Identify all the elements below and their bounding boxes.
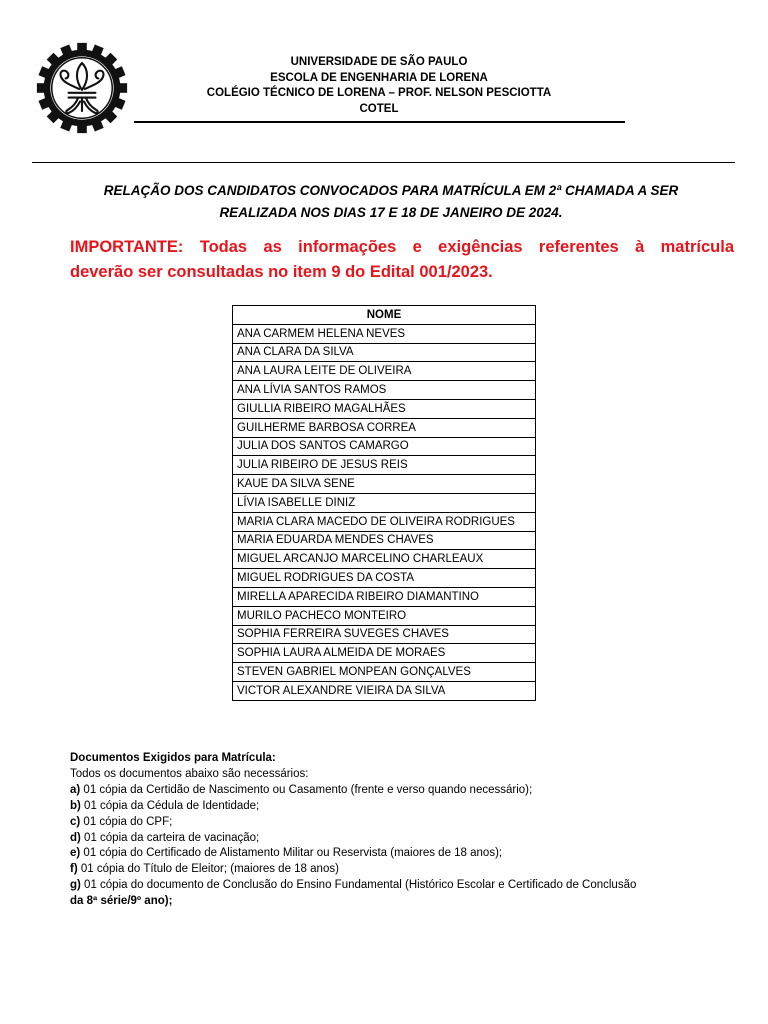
item-letter: a) [70,783,81,796]
candidate-name: STEVEN GABRIEL MONPEAN GONÇALVES [233,663,536,682]
university-name: UNIVERSIDADE DE SÃO PAULO [290,56,468,68]
documents-list [70,783,730,894]
column-header-nome: NOME [233,306,536,325]
table-row [233,399,536,418]
table-row [233,644,536,663]
candidate-name: VICTOR ALEXANDRE VIEIRA DA SILVA [233,681,536,700]
documents-title: Documentos Exigidos para Matrícula: [70,752,276,764]
important-line-1: IMPORTANTE: Todas as informações e exigências referentes à matrícula [70,238,734,256]
important-notice [70,235,734,285]
candidate-name: SOPHIA LAURA ALMEIDA DE MORAES [233,644,536,663]
candidate-name: JULIA RIBEIRO DE JESUS REIS [233,456,536,475]
college-name: COLÉGIO TÉCNICO DE LORENA – PROF. NELSON PESCIOTTA [206,87,552,99]
candidate-name: MARIA CLARA MACEDO DE OLIVEIRA RODRIGUES [233,512,536,531]
table-row [233,343,536,362]
item-text: 01 cópia da carteira de vacinação; [80,831,260,844]
table-row [233,606,536,625]
candidate-name: KAUE DA SILVA SENE [233,475,536,494]
candidate-name: MIGUEL ARCANJO MARCELINO CHARLEAUX [233,550,536,569]
list-item [70,783,730,799]
list-item [70,799,730,815]
school-name: ESCOLA DE ENGENHARIA DE LORENA [270,71,488,84]
gear-fleur-de-lis-logo [34,40,130,136]
candidate-name: MIGUEL RODRIGUES DA COSTA [233,569,536,588]
item-letter: e) [70,847,81,860]
candidate-name: ANA CLARA DA SILVA [233,343,536,362]
table-row [233,681,536,700]
item-letter: g) [70,879,81,892]
item-text: 01 cópia do documento de Conclusão do Ensino Fundamental (Histórico Escolar e Certificado de Conclusão [80,879,637,892]
required-documents [70,751,730,910]
table-header-row [233,306,536,325]
candidate-name: MIRELLA APARECIDA RIBEIRO DIAMANTINO [233,587,536,606]
item-text: 01 cópia do Certificado de Alistamento Militar ou Reservista (maiores de 18 anos); [80,847,503,860]
candidate-name: ANA LAURA LEITE DE OLIVEIRA [233,362,536,381]
table-row [233,362,536,381]
documents-intro: Todos os documentos abaixo são necessários: [70,767,309,780]
item-letter: c) [70,815,81,828]
page-divider [32,162,735,163]
list-item [70,862,730,878]
table-row [233,512,536,531]
candidate-name: SOPHIA FERREIRA SUVEGES CHAVES [233,625,536,644]
candidates-table [232,305,536,701]
candidate-name: JULIA DOS SANTOS CAMARGO [233,437,536,456]
item-text: 01 cópia do Título de Eleitor; (maiores de 18 anos) [77,863,339,876]
important-line-2: deverão ser consultadas no item 9 do Edital 001/2023. [70,263,493,281]
documents-continuation: da 8ª série/9º ano); [70,895,173,908]
item-text: 01 cópia do CPF; [80,815,173,828]
table-row [233,493,536,512]
candidate-name: MARIA EDUARDA MENDES CHAVES [233,531,536,550]
document-heading [56,180,726,224]
table-row [233,381,536,400]
acronym: COTEL [359,102,399,115]
list-item [70,878,730,894]
institution-header [134,55,624,117]
item-letter: f) [70,863,78,876]
table-row [233,475,536,494]
table-row [233,550,536,569]
candidate-name: LÍVIA ISABELLE DINIZ [233,493,536,512]
table-row [233,437,536,456]
heading-line-1: RELAÇÃO DOS CANDIDATOS CONVOCADOS PARA MATRÍCULA EM 2ª CHAMADA A SER [103,183,679,198]
list-item [70,846,730,862]
list-item [70,831,730,847]
item-text: 01 cópia da Cédula de Identidade; [80,799,260,812]
table-row [233,456,536,475]
candidate-name: ANA CARMEM HELENA NEVES [233,324,536,343]
table-row [233,418,536,437]
table-row [233,587,536,606]
header-divider [134,121,625,123]
candidate-name: GIULLIA RIBEIRO MAGALHÃES [233,399,536,418]
table-row [233,625,536,644]
list-item [70,815,730,831]
item-letter: b) [70,799,81,812]
item-text: 01 cópia da Certidão de Nascimento ou Casamento (frente e verso quando necessário); [80,783,533,796]
heading-line-2: REALIZADA NOS DIAS 17 E 18 DE JANEIRO DE 2024. [219,205,563,220]
table-row [233,663,536,682]
candidate-name: MURILO PACHECO MONTEIRO [233,606,536,625]
table-row [233,569,536,588]
candidate-name: ANA LÍVIA SANTOS RAMOS [233,381,536,400]
candidate-name: GUILHERME BARBOSA CORREA [233,418,536,437]
table-row [233,531,536,550]
table-body [233,324,536,700]
item-letter: d) [70,831,81,844]
table-row [233,324,536,343]
